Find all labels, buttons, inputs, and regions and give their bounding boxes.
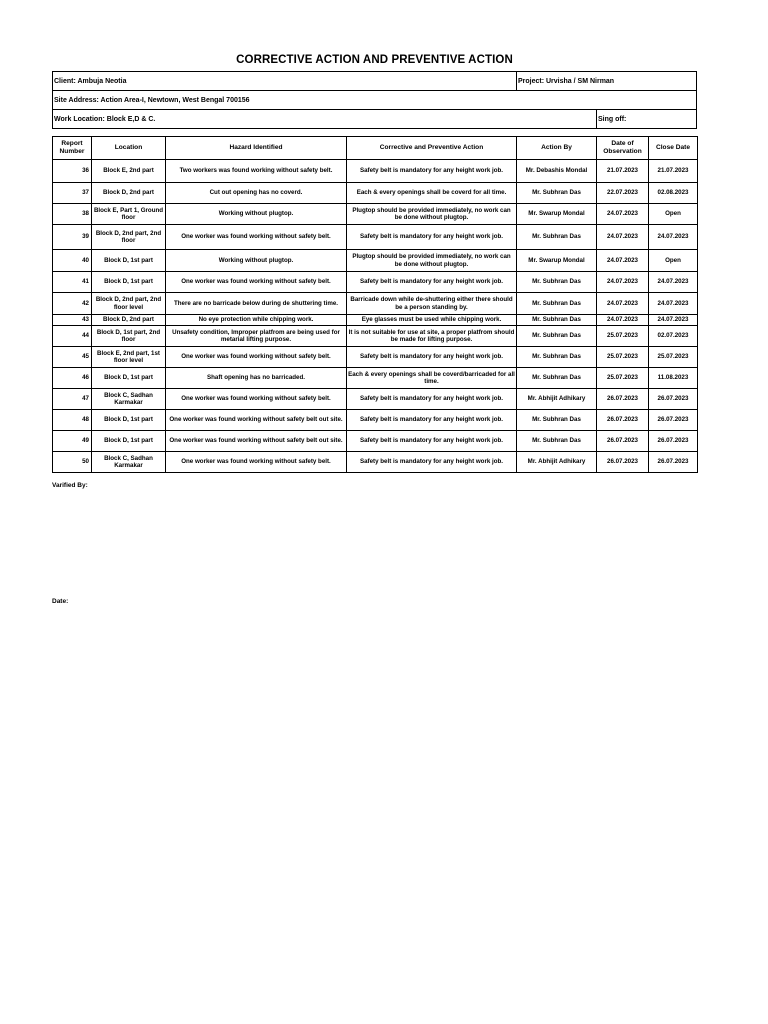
cell-by: Mr. Subhran Das [517, 431, 597, 452]
verified-by-label: Varified By: [52, 482, 88, 489]
cell-location: Block D, 1st part [92, 250, 166, 272]
cell-location: Block E, Part 1, Ground floor [92, 204, 166, 225]
cell-by: Mr. Subhran Das [517, 225, 597, 250]
cell-by: Mr. Swarup Mondal [517, 204, 597, 225]
cell-action: Safety belt is mandatory for any height work job. [347, 272, 517, 293]
cell-report: 42 [53, 293, 92, 315]
cell-close: 21.07.2023 [649, 160, 698, 183]
table-body [53, 160, 698, 473]
cell-location: Block C, Sadhan Karmakar [92, 389, 166, 410]
cell-close: 24.07.2023 [649, 225, 698, 250]
cell-hazard: One worker was found working without safety belt. [166, 347, 347, 368]
cell-by: Mr. Subhran Das [517, 347, 597, 368]
cell-report: 47 [53, 389, 92, 410]
cell-close: 02.07.2023 [649, 326, 698, 347]
cell-by: Mr. Subhran Das [517, 326, 597, 347]
cell-close: Open [649, 204, 698, 225]
work-location-field: Work Location: Block E,D & C. [53, 110, 597, 129]
cell-action: Safety belt is mandatory for any height work job. [347, 160, 517, 183]
cell-hazard: Working without plugtop. [166, 204, 347, 225]
table-row [53, 410, 698, 431]
cell-report: 39 [53, 225, 92, 250]
cell-obs: 24.07.2023 [597, 293, 649, 315]
header-close-date: Close Date [649, 137, 698, 160]
cell-obs: 25.07.2023 [597, 368, 649, 389]
site-address-field: Site Address: Action Area-I, Newtown, West Bengal 700156 [53, 91, 697, 110]
cell-action: Each & every openings shall be coverd/barricaded for all time. [347, 368, 517, 389]
cell-by: Mr. Subhran Das [517, 410, 597, 431]
header-hazard: Hazard Identified [166, 137, 347, 160]
cell-hazard: There are no barricade below during de shuttering time. [166, 293, 347, 315]
sign-off-field: Sing off: [597, 110, 697, 129]
cell-obs: 24.07.2023 [597, 225, 649, 250]
cell-location: Block D, 1st part [92, 272, 166, 293]
cell-by: Mr. Subhran Das [517, 315, 597, 326]
cell-obs: 24.07.2023 [597, 204, 649, 225]
cell-by: Mr. Subhran Das [517, 293, 597, 315]
cell-close: 11.08.2023 [649, 368, 698, 389]
table-row [53, 160, 698, 183]
table-row [53, 368, 698, 389]
cell-location: Block D, 2nd part [92, 315, 166, 326]
cell-hazard: Shaft opening has no barricaded. [166, 368, 347, 389]
cell-close: 24.07.2023 [649, 272, 698, 293]
cell-action: Safety belt is mandatory for any height work job. [347, 389, 517, 410]
capa-table [52, 136, 698, 473]
table-row [53, 183, 698, 204]
cell-obs: 25.07.2023 [597, 326, 649, 347]
table-row [53, 347, 698, 368]
cell-obs: 26.07.2023 [597, 410, 649, 431]
cell-report: 41 [53, 272, 92, 293]
cell-by: Mr. Abhijit Adhikary [517, 389, 597, 410]
cell-location: Block C, Sadhan Karmakar [92, 452, 166, 473]
table-row [53, 315, 698, 326]
cell-by: Mr. Abhijit Adhikary [517, 452, 597, 473]
info-row-client [53, 72, 697, 91]
cell-location: Block D, 1st part [92, 410, 166, 431]
cell-action: Safety belt is mandatory for any height work job. [347, 452, 517, 473]
cell-action: Safety belt is mandatory for any height work job. [347, 225, 517, 250]
info-row-work-location [53, 110, 697, 129]
header-info-table [52, 71, 697, 129]
cell-action: Safety belt is mandatory for any height work job. [347, 410, 517, 431]
cell-hazard: Cut out opening has no coverd. [166, 183, 347, 204]
cell-report: 40 [53, 250, 92, 272]
cell-report: 48 [53, 410, 92, 431]
cell-action: It is not suitable for use at site, a proper platfrom should be made for lifting purpose. [347, 326, 517, 347]
cell-location: Block D, 2nd part, 2nd floor level [92, 293, 166, 315]
cell-by: Mr. Subhran Das [517, 368, 597, 389]
table-row [53, 452, 698, 473]
table-header-row [53, 137, 698, 160]
header-location: Location [92, 137, 166, 160]
cell-obs: 25.07.2023 [597, 347, 649, 368]
cell-hazard: One worker was found working without safety belt out site. [166, 431, 347, 452]
cell-location: Block D, 1st part [92, 431, 166, 452]
cell-by: Mr. Subhran Das [517, 272, 597, 293]
cell-by: Mr. Subhran Das [517, 183, 597, 204]
cell-close: 26.07.2023 [649, 452, 698, 473]
cell-action: Plugtop should be provided immediately, no work can be done without plugtop. [347, 250, 517, 272]
cell-report: 37 [53, 183, 92, 204]
cell-close: 24.07.2023 [649, 293, 698, 315]
cell-close: Open [649, 250, 698, 272]
cell-hazard: No eye protection while chipping work. [166, 315, 347, 326]
cell-obs: 26.07.2023 [597, 452, 649, 473]
cell-action: Each & every openings shall be coverd for all time. [347, 183, 517, 204]
cell-report: 49 [53, 431, 92, 452]
cell-report: 45 [53, 347, 92, 368]
header-action-by: Action By [517, 137, 597, 160]
cell-obs: 26.07.2023 [597, 431, 649, 452]
cell-action: Safety belt is mandatory for any height work job. [347, 347, 517, 368]
date-label: Date: [52, 598, 69, 605]
cell-report: 43 [53, 315, 92, 326]
cell-obs: 24.07.2023 [597, 272, 649, 293]
cell-report: 46 [53, 368, 92, 389]
cell-by: Mr. Swarup Mondal [517, 250, 597, 272]
cell-close: 24.07.2023 [649, 315, 698, 326]
project-field: Project: Urvisha / SM Nirman [517, 72, 697, 91]
table-row [53, 389, 698, 410]
info-row-site [53, 91, 697, 110]
cell-location: Block D, 1st part, 2nd floor [92, 326, 166, 347]
cell-close: 26.07.2023 [649, 431, 698, 452]
cell-location: Block E, 2nd part, 1st floor level [92, 347, 166, 368]
table-row [53, 431, 698, 452]
cell-obs: 24.07.2023 [597, 315, 649, 326]
cell-location: Block D, 2nd part [92, 183, 166, 204]
cell-obs: 21.07.2023 [597, 160, 649, 183]
cell-report: 44 [53, 326, 92, 347]
cell-close: 26.07.2023 [649, 389, 698, 410]
table-row [53, 204, 698, 225]
cell-action: Eye glasses must be used while chipping work. [347, 315, 517, 326]
cell-location: Block E, 2nd part [92, 160, 166, 183]
header-corrective-action: Corrective and Preventive Action [347, 137, 517, 160]
cell-obs: 24.07.2023 [597, 250, 649, 272]
cell-close: 02.08.2023 [649, 183, 698, 204]
cell-close: 26.07.2023 [649, 410, 698, 431]
cell-action: Safety belt is mandatory for any height work job. [347, 431, 517, 452]
header-observation-date: Date of Observation [597, 137, 649, 160]
table-row [53, 326, 698, 347]
cell-hazard: One worker was found working without safety belt. [166, 389, 347, 410]
cell-report: 38 [53, 204, 92, 225]
table-row [53, 293, 698, 315]
cell-action: Plugtop should be provided immediately, no work can be done without plugtop. [347, 204, 517, 225]
table-row [53, 250, 698, 272]
client-field: Client: Ambuja Neotia [53, 72, 517, 91]
cell-by: Mr. Debashis Mondal [517, 160, 597, 183]
cell-hazard: Unsafety condition, Improper platfrom are being used for metarial lifting purpose. [166, 326, 347, 347]
cell-hazard: One worker was found working without safety belt. [166, 225, 347, 250]
table-row [53, 225, 698, 250]
cell-hazard: Two workers was found working without safety belt. [166, 160, 347, 183]
cell-obs: 26.07.2023 [597, 389, 649, 410]
cell-hazard: Working without plugtop. [166, 250, 347, 272]
cell-location: Block D, 2nd part, 2nd floor [92, 225, 166, 250]
cell-hazard: One worker was found working without safety belt. [166, 452, 347, 473]
cell-report: 50 [53, 452, 92, 473]
document-title: CORRECTIVE ACTION AND PREVENTIVE ACTION [236, 54, 513, 66]
cell-obs: 22.07.2023 [597, 183, 649, 204]
cell-report: 36 [53, 160, 92, 183]
cell-hazard: One worker was found working without safety belt. [166, 272, 347, 293]
header-report-number: Report Number [53, 137, 92, 160]
cell-action: Barricade down while de-shuttering either there should be a person standing by. [347, 293, 517, 315]
table-row [53, 272, 698, 293]
cell-hazard: One worker was found working without safety belt out site. [166, 410, 347, 431]
cell-location: Block D, 1st part [92, 368, 166, 389]
cell-close: 25.07.2023 [649, 347, 698, 368]
